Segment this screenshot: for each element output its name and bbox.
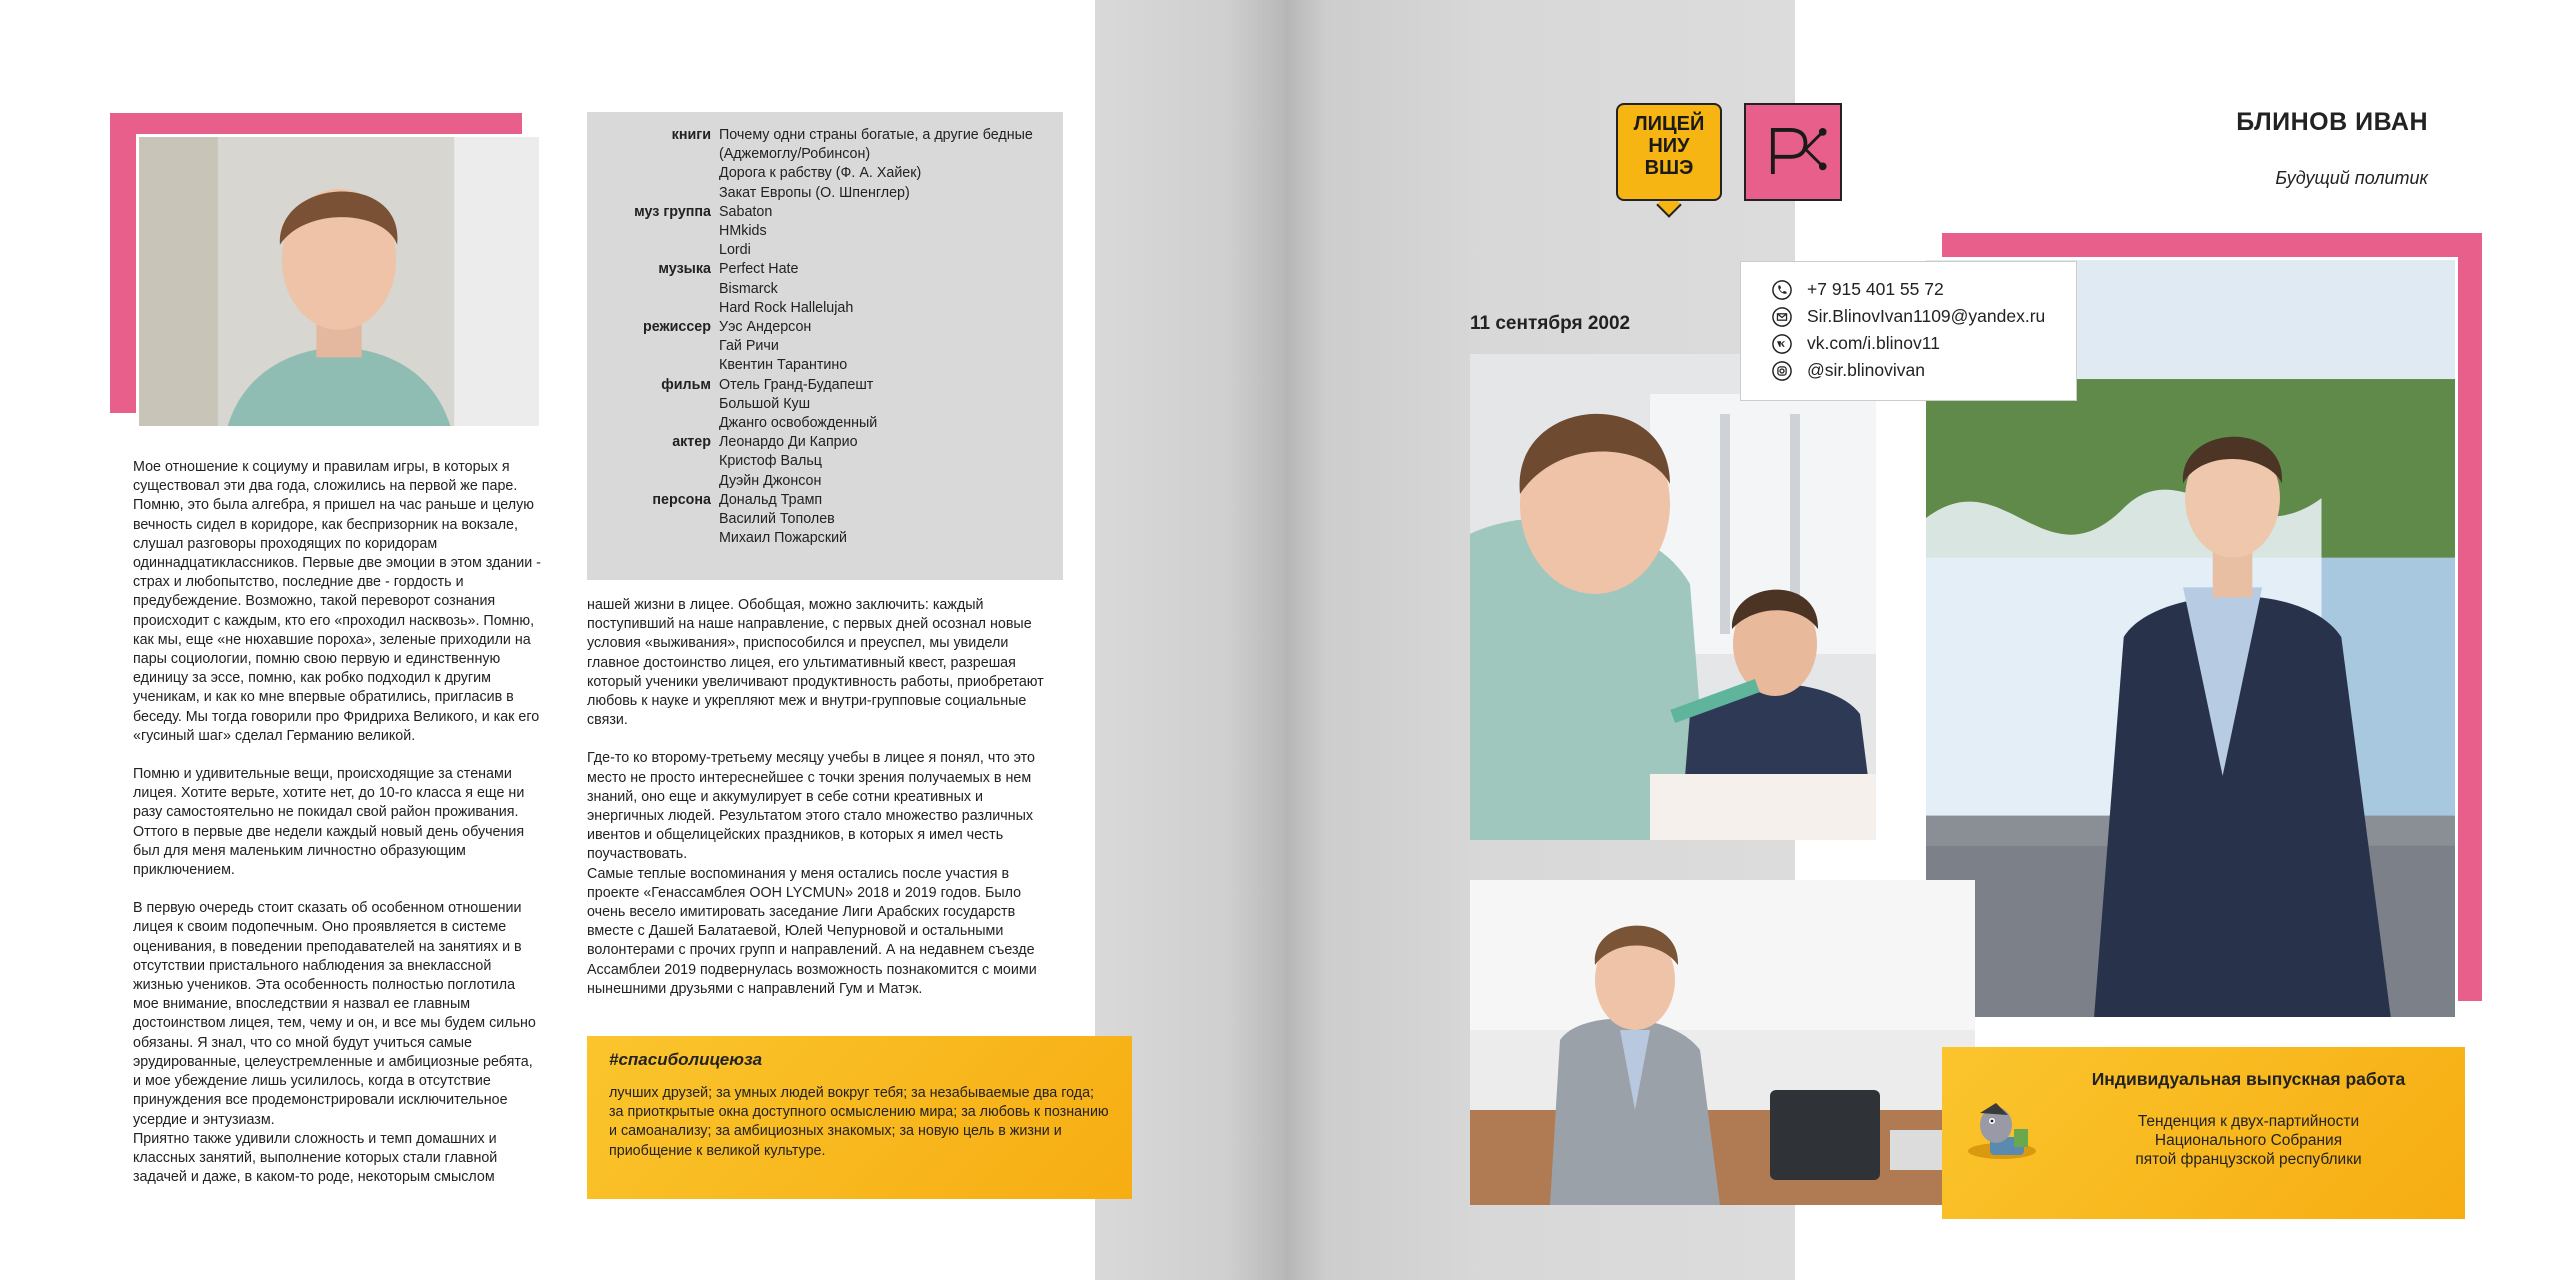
article-column-1 bbox=[133, 458, 543, 1187]
article-paragraph: Помню и удивительные вещи, происходящие за стенами лицея. Хотите верьте, хотите нет, до 10-го класса я еще ни разу самостоятельно не покидал свой район проживания. Оттого в первые две недели каждый новый день обучения был для меня маленьким личностно образующим приключением. bbox=[133, 766, 525, 879]
pref-film: фильм Отель Гранд-Будапешт Большой Куш Джанго освобожденный bbox=[661, 376, 878, 432]
person-subtitle: Будущий политик bbox=[2275, 168, 2428, 188]
contact-phone[interactable]: +7 915 401 55 72 bbox=[1771, 276, 2076, 303]
article-paragraph: В первую очередь стоит сказать об особенном отношении лицея к своим подопечным. Оно проявляется в системе оценивания, в поведении преподавателей на занятиях и в отсутствии пристального наблюдения за внеклассной жизнью учеников. Эта особенность полностью поглотила мое внимание, впоследствии я назвал ее главным достоинством лицея, тем, чему и он, и все мы будем сильно обязаны. Я знал, что со мной будут учиться самые эрудированные, целеустремленные и амбициозные ребята, и мое убеждение лишь усилилось, когда в отсутствие принуждения все продемонстрировали исключительное усердие и энтузиазм. bbox=[133, 900, 536, 1128]
contacts-card bbox=[1740, 261, 2077, 401]
vk-icon bbox=[1771, 333, 1793, 355]
final-work-description: Тенденция к двух-партийности Национального Собрания пятой французской республики bbox=[2135, 1113, 2362, 1168]
pref-actor: актер Леонардо Ди Каприо Кристоф Вальц Дуэйн Джонсон bbox=[672, 434, 858, 489]
pref-persona: персона Дональд Трамп Василий Тополев Михаил Пожарский bbox=[652, 491, 848, 547]
department-logo bbox=[1744, 103, 1842, 201]
article-paragraph: Где-то ко второму-третьему месяцу учебы в лицее я понял, что это место не просто интереснейшее с точки зрения получаемых в нем знаний, оно еще и аккумулирует в себе сотни креативных и энергичных людей. Результатом этого стало множество различных ивентов и общелицейских праздников, в которых я имел честь поучаствовать. bbox=[587, 750, 1035, 863]
article-paragraph: нашей жизни в лицее. Обобщая, можно заключить: каждый поступивший на наше направление, с первых дней осознал новые условия «выживания», приспособился и преуспел, мы увидели главное достоинство лицея, его ультимативный квест, разрешая который ученики увеличивают продуктивность работы, приобретают любовь к науке и укрепляют меж и внутри-групповые социальные связи. bbox=[587, 597, 1044, 729]
final-work-title: Индивидуальная выпускная работа bbox=[2091, 1069, 2406, 1089]
final-work-box bbox=[1942, 1047, 2465, 1219]
thanks-box bbox=[587, 1036, 1132, 1199]
instagram-icon bbox=[1771, 360, 1793, 382]
portrait-photo bbox=[136, 134, 542, 429]
article-paragraph: Самые теплые воспоминания у меня остались после участия в проекте «Генассамблея ООН LYCMUN» 2018 и 2019 годов. Было очень весело имитировать заседание Лиги Арабских государств вместе с Дашей Балатаевой, Юлей Чепурновой и остальными волонтерами с прочих групп и направлений. А на недавнем съезде Ассамблеи 2019 подвернулась возможность познакомится с моими нынешними друзьями с направлений Гум и Матэк. bbox=[587, 865, 1037, 997]
person-name: БЛИНОВ ИВАН bbox=[2236, 108, 2428, 136]
pref-band: муз группа Sabaton HMkids Lordi bbox=[634, 203, 773, 259]
contact-email[interactable]: Sir.BlinovIvan1109@yandex.ru bbox=[1771, 303, 2076, 330]
lyceum-logo: ЛИЦЕЙ НИУ ВШЭ bbox=[1616, 103, 1722, 201]
pref-director: режиссер Уэс Андерсон Гай Ричи Квентин Тарантино bbox=[642, 319, 848, 374]
classroom-photo-1 bbox=[1470, 354, 1876, 840]
classroom-photo-2 bbox=[1470, 880, 1975, 1205]
article-column-2 bbox=[587, 596, 1053, 999]
article-paragraph: Приятно также удивили сложность и темп домашних и классных занятий, выполнение которых стали главной задачей и даже, в каком-то роде, некоторым смыслом bbox=[133, 1130, 498, 1186]
mascot-icon bbox=[1962, 1069, 2052, 1174]
contact-vk[interactable]: vk.com/i.blinov11 bbox=[1771, 330, 2076, 357]
thanks-text: лучших друзей; за умных людей вокруг тебя; за незабываемые два года; за приоткрытые окна доступного осмыслению мира; за любовь к познанию и самоанализу; за амбициозных знакомых; за новую цель в жизни и приобщение к великой культуре. bbox=[609, 1085, 1109, 1159]
department-logo-icon bbox=[1746, 105, 1840, 199]
email-icon bbox=[1771, 306, 1793, 328]
preferences-panel bbox=[587, 112, 1063, 580]
hashtag: #спасиболицеюза bbox=[609, 1050, 763, 1069]
phone-icon bbox=[1771, 279, 1793, 301]
pref-books: книги Почему одни страны богатые, а другие бедные (Аджемоглу/Робинсон) Дорога к рабству (Ф. А. Хайек) Закат Европы (О. Шпенглер) bbox=[671, 127, 1033, 201]
article-paragraph: Мое отношение к социуму и правилам игры, в которых я существовал эти два года, сложились на первой же паре. Помню, это была алгебра, я пришел на час раньше и целую вечность сидел в коридоре, как беспризорник на вокзале, слушал разговоры проходящих по коридорам одиннадцатиклассников. Первые две эмоции в этом здании - страх и любопытство, последние две - гордость и предубеждение. Возможно, такой переворот сознания происходит с каждым, кто его «проходил насквозь». Помню, как мы, еще «не нюхавшие пороха», зеленые приходили на пары социологии, помню свою первую и единственную единицу за эссе, помню, как робко подходил к другим ученикам, и как ко мне впервые обратились, пригласив в беседу. Мы тогда говорили про Фридриха Великого, и как его «гусиный шаг» сделал Германию великой. bbox=[133, 459, 541, 744]
pref-music: музыка Perfect Hate Bismarck Hard Rock Hallelujah bbox=[658, 261, 854, 316]
birthdate: 11 сентября 2002 bbox=[1470, 313, 1631, 334]
contact-instagram[interactable]: @sir.blinovivan bbox=[1771, 357, 2076, 384]
